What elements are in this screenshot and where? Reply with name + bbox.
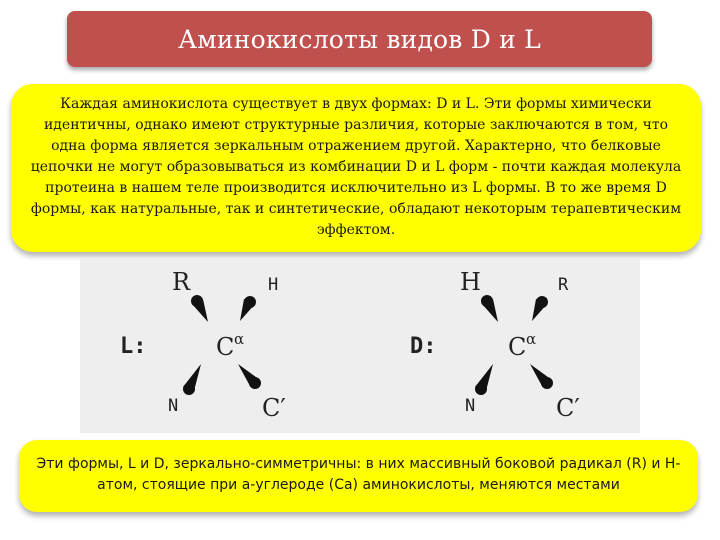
- l-top-left-group: R: [172, 268, 191, 296]
- intro-text: Каждая аминокислота существует в двух формах: D и L. Эти формы химически идентичны, однако имеют структурные различия, которые заключаются в том, что одна форма является зеркальным отражением другой. Характерно, что белковые цепочки не могут образовываться из комбинации D и L форм - почти каждая молекула протеина в нашем теле производится исключительно из L формы. В то же время D формы, как натуральные, так и синтетические, обладают некоторым терапевтическим эффектом.: [30, 96, 682, 238]
- l-form-label: L:: [120, 334, 147, 359]
- d-center-atom: C: [508, 333, 527, 361]
- d-top-right-group: R: [558, 275, 569, 295]
- l-bond-top-left-end: [191, 295, 203, 307]
- l-bottom-left-group: N: [168, 396, 179, 416]
- d-center-superscript: α: [526, 330, 537, 348]
- l-bottom-right-group: C′: [262, 394, 286, 422]
- d-form-label: D:: [410, 334, 437, 359]
- l-top-right-group: H: [268, 275, 279, 295]
- note-text-box: [19, 440, 698, 512]
- title-bar: [67, 11, 652, 67]
- l-bond-bottom-right-end: [249, 377, 261, 389]
- l-bond-top-right-end: [244, 296, 256, 308]
- intro-text-box: [11, 84, 701, 252]
- d-bottom-left-group: N: [465, 396, 476, 416]
- d-top-left-group: H: [460, 268, 481, 296]
- d-bottom-right-group: C′: [556, 394, 580, 422]
- d-bond-top-left-end: [481, 295, 493, 307]
- d-bond-bottom-right-end: [541, 377, 553, 389]
- d-form-structure: [410, 268, 580, 422]
- chirality-diagram: [80, 258, 640, 433]
- l-center-superscript: α: [234, 330, 245, 348]
- slide-title: Аминокислоты видов D и L: [178, 24, 541, 54]
- d-bond-bottom-left-end: [475, 383, 487, 395]
- l-bond-bottom-left-end: [183, 383, 195, 395]
- note-text: Эти формы, L и D, зеркально-симметричны: в них массивный боковой радикал (R) и H-атом, стоящие при a-углероде (Ca) аминокислоты, меняются местами: [36, 456, 681, 493]
- l-form-structure: [120, 268, 286, 422]
- l-center-atom: C: [216, 333, 235, 361]
- diagram-svg: [80, 258, 640, 433]
- d-bond-top-right-end: [536, 296, 548, 308]
